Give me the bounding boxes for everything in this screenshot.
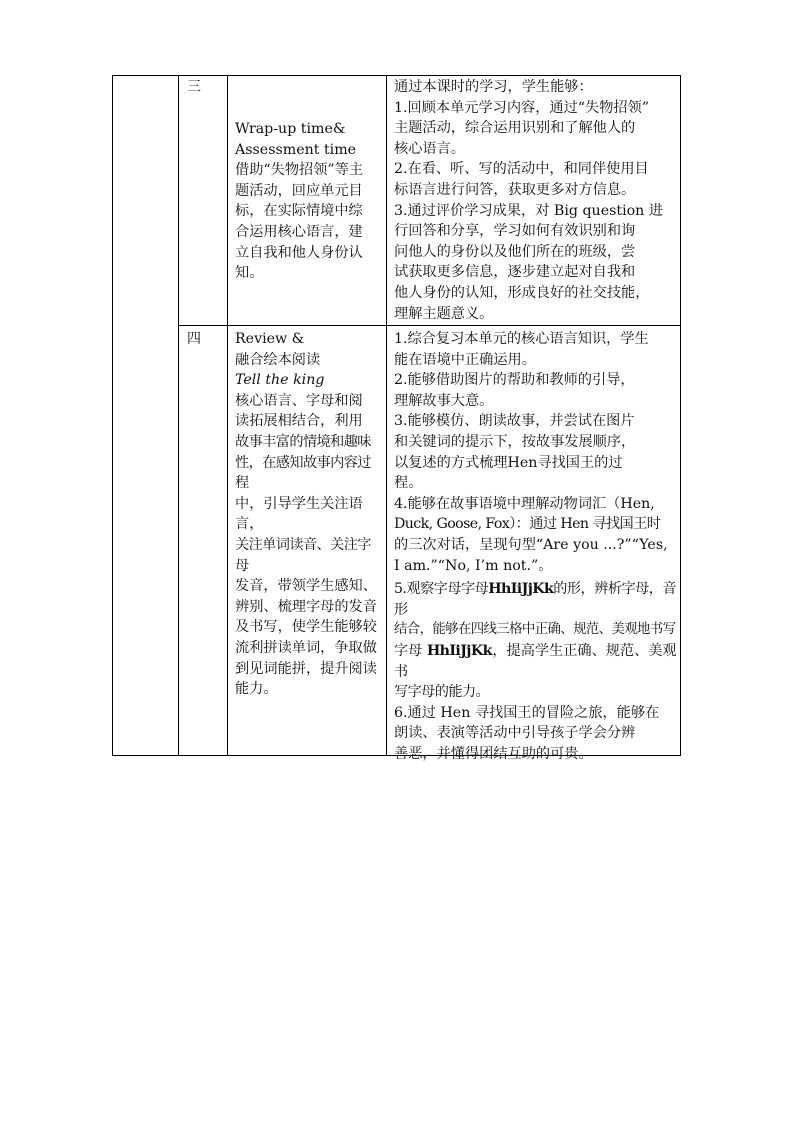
activity-line: 中，引导学生关注语言， <box>235 495 363 533</box>
goal5-line <box>394 579 676 620</box>
goal-line: 朗读、表演等活动中引导孩子学会分辨 <box>394 725 636 742</box>
activity-line: 辨别、梳理字母的发音 <box>235 598 377 615</box>
goals-cell-wrapup <box>394 77 676 324</box>
row-number-3: 三 <box>187 79 201 95</box>
goal-line: 能在语境中正确运用。 <box>394 351 536 368</box>
activity-line: 能力。 <box>235 681 278 698</box>
goal-line: 行回答和分享，学习如何有效识别和询 <box>394 223 636 240</box>
activity-line: 读拓展相结合，利用 <box>235 413 363 430</box>
goal-line: 和关键词的提示下，按故事发展顺序， <box>394 433 636 450</box>
goal5-line <box>394 641 676 682</box>
goal-line: 理解主题意义。 <box>394 305 494 322</box>
goal-line: 4.能够在故事语境中理解动物词汇（Hen, <box>394 495 655 512</box>
activity-line: 知。 <box>235 265 264 282</box>
goal-line: 程。 <box>394 475 423 492</box>
activity-line: Assessment time <box>235 141 357 158</box>
goal5-line: 结合，能够在四线三格中正确、规范、美观地书写 <box>394 622 676 638</box>
goal-line: Duck, Goose, Fox）：通过 Hen 寻找国王时 <box>394 516 661 533</box>
goal5-suffix: ，提高学生正确、规范、美观书 <box>394 642 677 680</box>
activity-line: 发音，带领学生感知、 <box>235 578 377 595</box>
goal-line: 2.在看、听、写的活动中，和同伴使用目 <box>394 161 649 178</box>
goal-line: 核心语言。 <box>394 140 465 157</box>
goal-line: 1.综合复习本单元的核心语言知识，学生 <box>394 331 649 347</box>
goal5-line: 写字母的能力。 <box>394 684 490 701</box>
goal5-prefix: 字母 <box>394 642 427 659</box>
goal-line: 他人身份的认知，形成良好的社交技能， <box>394 284 650 301</box>
activity-title: Review & <box>235 331 305 347</box>
activity-line: 题活动，回应单元目 <box>235 182 363 199</box>
book-title: Tell the king <box>235 372 325 389</box>
activity-line: 关注单词读音、关注字母 <box>235 536 371 574</box>
goal-line: 试获取更多信息，逐步建立起对自我和 <box>394 264 636 281</box>
goals-cell-review <box>394 329 676 764</box>
row-divider <box>178 325 681 326</box>
goal-line: 1.回顾本单元学习内容，通过“失物招领” <box>394 99 650 116</box>
activity-cell-review <box>235 329 383 700</box>
activity-line: 故事丰富的情境和趣味 <box>235 433 371 450</box>
activity-line: 性，在感知故事内容过程 <box>235 454 371 492</box>
goal-line: 标语言进行问答，获取更多对方信息。 <box>394 181 636 198</box>
activity-line: Wrap-up time& <box>235 121 346 137</box>
goal5-letters: HhIiJjKk <box>488 581 554 598</box>
goal-line: 3.能够模仿、朗读故事，并尝试在图片 <box>394 413 635 430</box>
goal5-letters: HhIiJjKk <box>426 642 492 659</box>
activity-line: 核心语言、字母和阅 <box>235 392 363 409</box>
column-divider-2 <box>227 75 228 756</box>
goal-line: 主题活动，综合运用识别和了解他人的 <box>394 120 636 137</box>
goal5-prefix: 5.观察字母字母 <box>394 581 489 598</box>
column-divider-3 <box>386 75 387 756</box>
goal-line: 的三次对话，呈现句型“Are you ...?”“Yes, <box>394 536 668 553</box>
goal-line: 问他人的身份以及他们所在的班级，尝 <box>394 243 636 260</box>
row-number-4: 四 <box>187 331 201 347</box>
goal-line: 3.通过评价学习成果，对 Big question 进 <box>394 202 663 219</box>
goal-line: 善恶，并懂得团结互助的可贵。 <box>394 745 593 762</box>
lesson-plan-table <box>112 75 681 762</box>
activity-line: 立自我和他人身份认 <box>235 244 363 261</box>
activity-subtitle: 融合绘本阅读 <box>235 351 321 368</box>
activity-line: 流利拼读单词，争取做 <box>235 639 377 656</box>
goal-line: 2.能够借助图片的帮助和教师的引导， <box>394 372 635 389</box>
table-border-top <box>112 75 681 76</box>
goal-line: I am.”“No, I’m not.”。 <box>394 557 553 574</box>
activity-line: 到见词能拼，提升阅读 <box>235 660 377 677</box>
activity-line: 标，在实际情境中综 <box>235 203 363 220</box>
activity-cell-wrapup <box>235 119 383 284</box>
column-divider-1 <box>178 75 179 756</box>
table-border-right <box>680 75 681 756</box>
goal-line: 理解故事大意。 <box>394 392 494 409</box>
goal-line: 6.通过 Hen 寻找国王的冒险之旅，能够在 <box>394 704 660 721</box>
activity-line: 合运用核心语言，建 <box>235 223 363 240</box>
goal5-suffix: 的形，辨析字母，音形 <box>394 581 676 618</box>
activity-line: 及书写，使学生能够较 <box>235 619 377 636</box>
table-border-left <box>112 75 113 756</box>
goal-line: 以复述的方式梳理Hen寻找国王的过 <box>394 454 623 471</box>
goal-line: 通过本课时的学习，学生能够： <box>394 79 593 95</box>
activity-line: 借助“失物招领”等主 <box>235 162 364 179</box>
